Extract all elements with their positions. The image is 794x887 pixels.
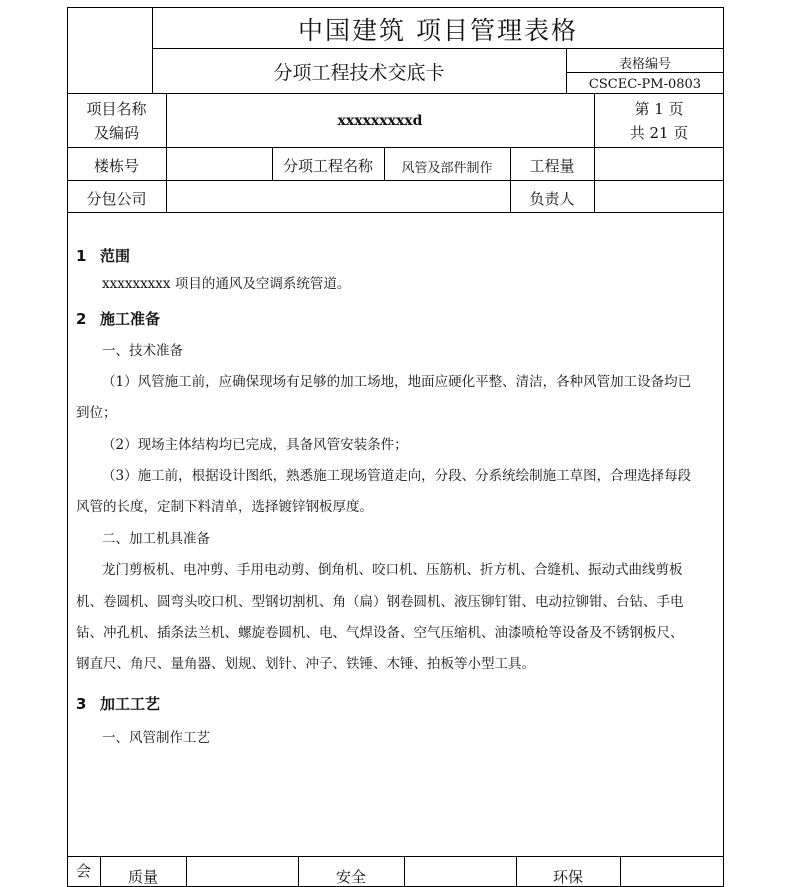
footer-divider-4 <box>404 856 405 886</box>
section-2-paragraph-3-line-2: 风管的长度，定制下料清单，选择镀锌钢板厚度。 <box>76 499 373 515</box>
page-total: 共 21 页 <box>629 124 689 142</box>
info-row1-bottom <box>67 147 724 148</box>
section-1-paragraph: xxxxxxxxx 项目的通风及空调系统管道。 <box>102 276 351 292</box>
section-2-number: 2 <box>76 310 87 328</box>
building-label: 楼栋号 <box>93 157 139 175</box>
section-2-paragraph-1-line-1: （1）风管施工前，应确保现场有足够的加工场地，地面应硬化平整、清洁，各种风管加工设备均已 <box>102 374 692 390</box>
section-2-subheading-1: 一、技术准备 <box>102 343 183 359</box>
section-3-heading <box>76 693 160 714</box>
header-code-mid-line <box>566 72 724 73</box>
section-2-paragraph-4-line-3: 钻、冲孔机、插条法兰机、螺旋卷圆机、电、气焊设备、空气压缩机、油漆喷枪等设备及不锈钢板尺、 <box>76 625 684 641</box>
form-title: 中国建筑 项目管理表格 <box>298 16 578 45</box>
project-name-label: 项目名称 <box>86 100 147 118</box>
safety-label: 安全 <box>335 868 366 886</box>
section-2-paragraph-4-line-2: 机、卷圆机、圆弯头咬口机、型钢切割机、角（扁）钢卷圆机、液压铆钉钳、电动拉铆钳、台钻、手电 <box>76 594 684 610</box>
section-2-paragraph-4-line-4: 钢直尺、角尺、量角器、划规、划针、冲子、铁锤、木锤、拍板等小型工具。 <box>76 656 535 672</box>
subitem-label: 分项工程名称 <box>282 157 373 175</box>
section-2-subheading-2: 二、加工机具准备 <box>102 531 210 547</box>
section-1-title: 范围 <box>100 247 131 265</box>
section-2-paragraph-3-line-1: （3）施工前，根据设计图纸，熟悉施工现场管道走向，分段、分系统绘制施工草图，合理选择每段 <box>102 468 692 484</box>
section-1-heading <box>76 245 130 266</box>
footer-divider-6 <box>620 856 621 886</box>
section-2-paragraph-4-line-1: 龙门剪板机、电冲剪、手用电动剪、倒角机、咬口机、压筋机、折方机、合缝机、振动式曲线剪板 <box>102 562 683 578</box>
info-row2-bottom <box>67 180 724 181</box>
info-label-divider <box>166 93 167 212</box>
env-label: 环保 <box>552 868 583 886</box>
form-name: 分项工程技术交底卡 <box>273 62 445 84</box>
section-1-number: 1 <box>76 247 87 265</box>
section-3-number: 3 <box>76 695 87 713</box>
page-current: 第 1 页 <box>634 100 684 118</box>
section-2-title: 施工准备 <box>100 310 161 328</box>
project-value: xxxxxxxxxd <box>337 113 423 129</box>
quantity-label: 工程量 <box>529 157 575 175</box>
form-code-label: 表格编号 <box>618 57 671 72</box>
header-mid-line <box>152 48 724 49</box>
subcontractor-label: 分包公司 <box>86 190 147 208</box>
form-code: CSCEC-PM-0803 <box>588 77 702 92</box>
section-3-subheading-1: 一、风管制作工艺 <box>102 730 210 746</box>
section-2-heading <box>76 308 160 329</box>
footer-divider-2 <box>186 856 187 886</box>
manager-label: 负责人 <box>529 190 575 208</box>
subitem-value: 风管及部件制作 <box>401 161 493 176</box>
section-2-paragraph-2: （2）现场主体结构均已完成，具备风管安装条件； <box>102 437 408 453</box>
section-2-paragraph-1-line-2: 到位； <box>76 405 117 421</box>
info-row3-bottom <box>67 212 724 213</box>
quality-label: 质量 <box>127 868 158 886</box>
footer-top-line <box>67 856 724 857</box>
section-3-title: 加工工艺 <box>100 695 161 713</box>
project-code-label: 及编码 <box>93 124 139 142</box>
sign-label: 会 <box>75 862 91 880</box>
